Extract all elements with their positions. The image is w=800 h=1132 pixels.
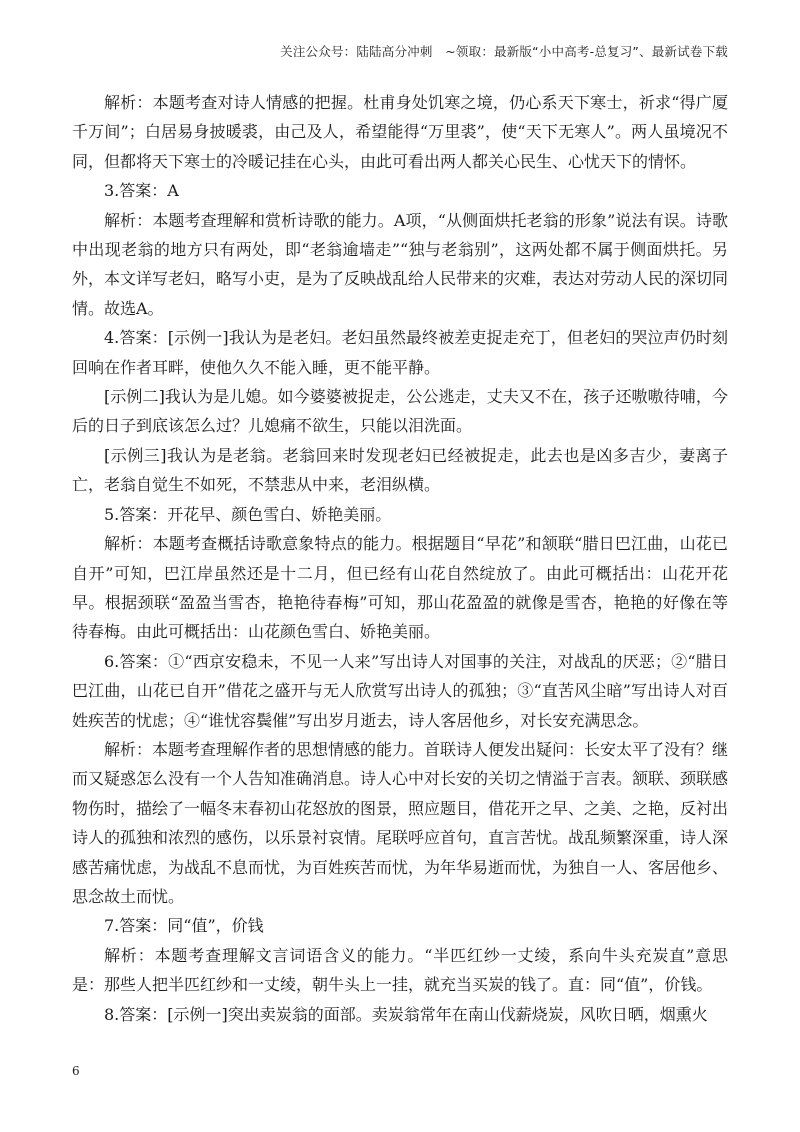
- paragraph: 解析：本题考查理解文言词语含义的能力。“半匹红纱一丈绫，系向牛头充炭直”意思是：那些人把半匹红纱和一丈绫，朝牛头上一挂，就充当买炭的钱了。直：同“值”，价钱。: [72, 945, 728, 995]
- paragraph: [示例二]我认为是儿媳。如今婆婆被捉走，公公逃走，丈夫又不在，孩子还嗷嗷待哺，今后的日子到底该怎么过？儿媳痛不欲生，只能以泪洗面。: [72, 387, 728, 436]
- paragraph: 3.答案：A: [104, 181, 179, 201]
- paragraph: 解析：本题考查理解作者的思想情感的能力。首联诗人便发出疑问：长安太平了没有？继而又疑惑怎么没有一个人告知准确消息。诗人心中对长安的关切之情溢于言表。颔联、颈联感物伤时，描绘了一幅冬末春初山花怒放的图景，照应题目，借花开之早、之美、之艳，反衬出诗人的孤独和浓烈的感伤，以乐景衬哀情。尾联呼应首句，直言苦忧。战乱频繁深重，诗人深感苦痛忧虑，为战乱不息而忧，为百姓疾苦而忧，为年华易逝而忧，为独自一人、客居他乡、思念故土而忧。: [72, 739, 729, 906]
- paragraph: 6.答案：①“西京安稳未，不见一人来”写出诗人对国事的关注，对战乱的厌恶；②“腊日巴江曲，山花已自开”借花之盛开与无人欣赏写出诗人的孤独；③“直苦风尘暗”写出诗人对百姓疾苦的忧虑；④“谁忧容鬓催”写出岁月逝去，诗人客居他乡，对长安充满思念。: [72, 651, 728, 730]
- paragraph: 解析：本题考查对诗人情感的把握。杜甫身处饥寒之境，仍心系天下寒士，祈求“得广厦千万间”；白居易身披暖裘，由己及人，希望能得“万里裘”，使“天下无寒人”。两人虽境况不同，但都将天下寒士的冷暖记挂在心头，由此可看出两人都关心民生、心忧天下的情怀。: [72, 93, 728, 171]
- paragraph: 4.答案：[示例一]我认为是老妇。老妇虽然最终被差吏捉走充丁，但老妇的哭泣声仍时刻回响在作者耳畔，使他久久不能入睡，更不能平静。: [72, 328, 728, 377]
- document-body: [72, 88, 728, 1029]
- page-header: 关注公众号：陆陆高分冲刺 ~领取：最新版“小中高考-总复习”、最新试卷下载: [280, 44, 728, 59]
- paragraph: 7.答案：同“值”，价钱: [104, 916, 264, 936]
- paragraph: [示例三]我认为是老翁。老翁回来时发现老妇已经被捉走，此去也是凶多吉少，妻离子亡，老翁自觉生不如死，不禁悲从中来，老泪纵横。: [72, 445, 728, 495]
- page-number: 6: [72, 1064, 80, 1078]
- paragraph: 5.答案：开花早、颜色雪白、娇艳美丽。: [104, 504, 392, 524]
- paragraph: 8.答案：[示例一]突出卖炭翁的面部。卖炭翁常年在南山伐薪烧炭，风吹日晒，烟熏火: [104, 1004, 708, 1024]
- paragraph: 解析：本题考查理解和赏析诗歌的能力。A项，“从侧面烘托老翁的形象”说法有误。诗歌中出现老翁的地方只有两处，即“老翁逾墙走”“独与老翁别”，这两处都不属于侧面烘托。另外，本文详写老妇，略写小吏，是为了反映战乱给人民带来的灾难，表达对劳动人民的深切同情。故选A。: [72, 210, 729, 318]
- paragraph: 解析：本题考查概括诗歌意象特点的能力。根据题目“早花”和颔联“腊日巴江曲，山花已自开”可知，巴江岸虽然还是十二月，但已经有山花自然绽放了。由此可概括出：山花开花早。根据颈联“盈盈当雪杏，艳艳待春梅”可知，那山花盈盈的就像是雪杏，艳艳的好像在等待春梅。由此可概括出：山花颜色雪白、娇艳美丽。: [72, 534, 728, 642]
